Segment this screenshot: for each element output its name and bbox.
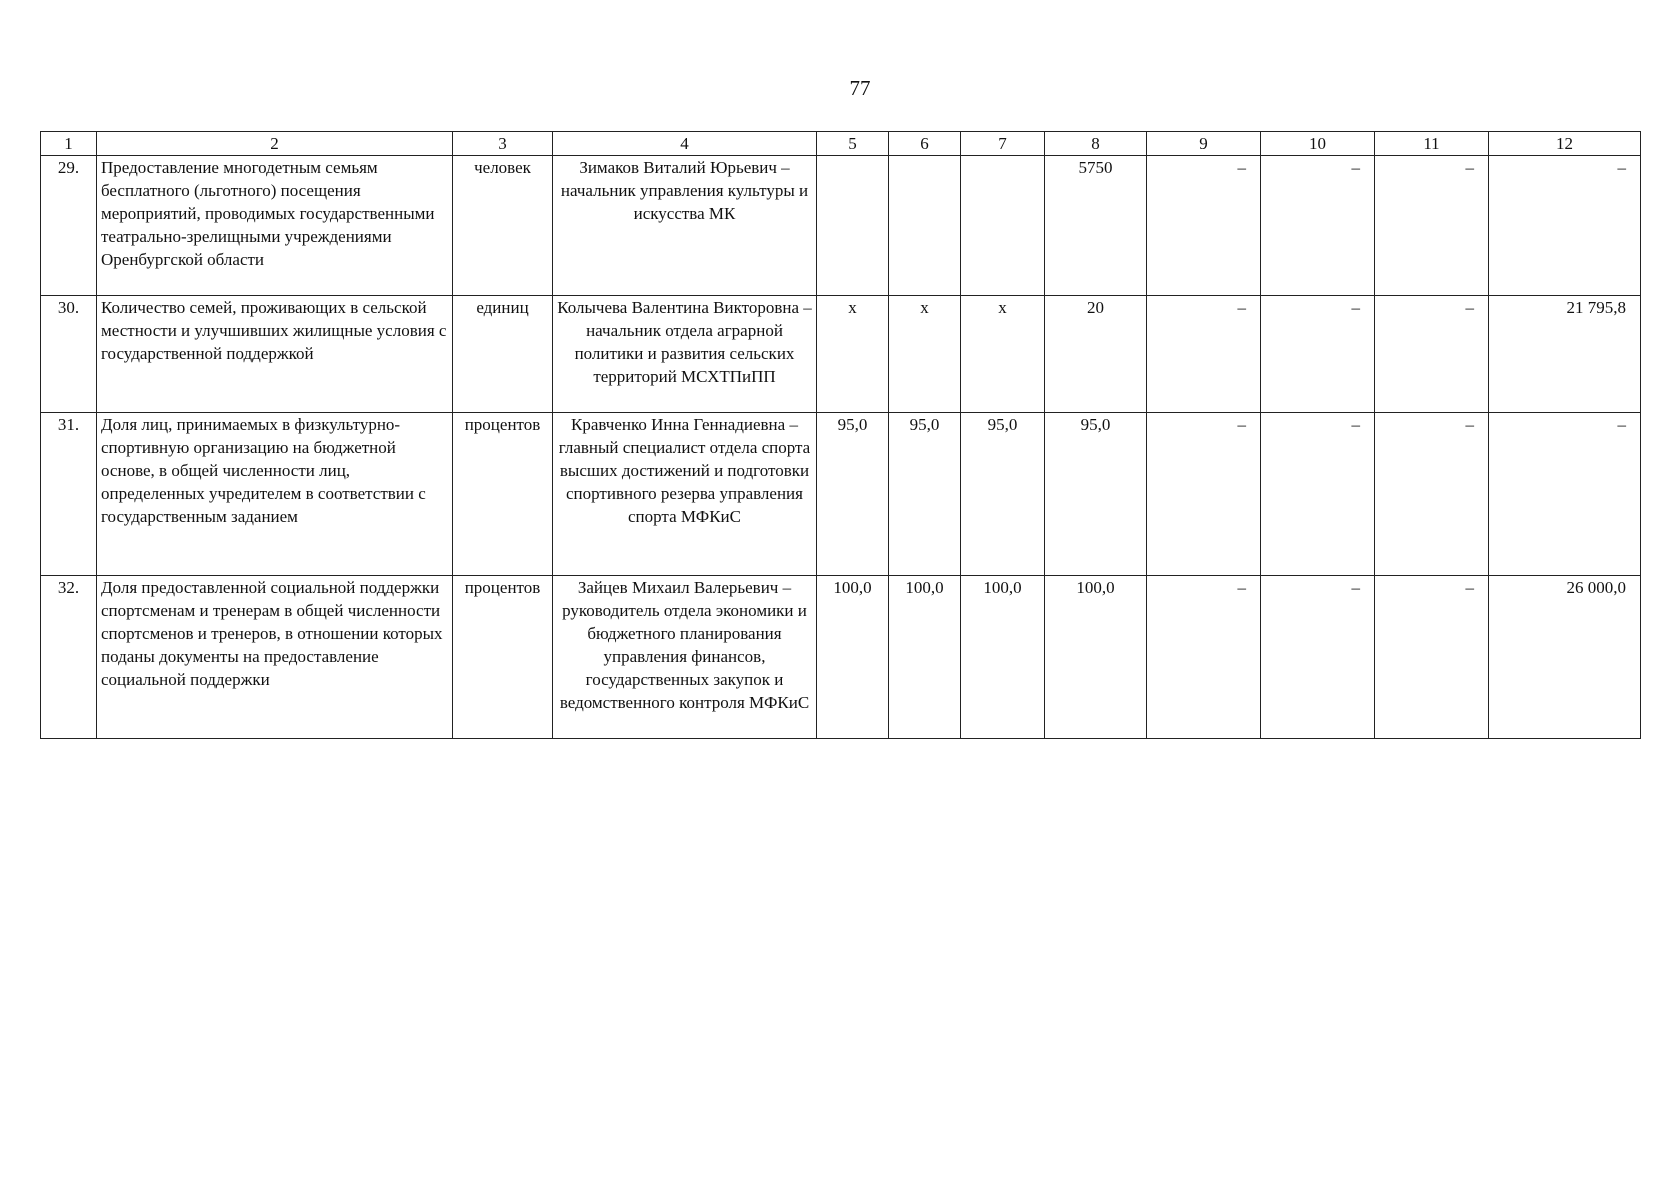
value-cell: x bbox=[889, 296, 961, 413]
column-header: 8 bbox=[1045, 132, 1147, 156]
responsible-cell: Кравченко Инна Геннадиевна – главный специалист отдела спорта высших достижений и подготовки спортивного резерва управления спорта МФКиС bbox=[553, 413, 817, 576]
value-cell: – bbox=[1261, 576, 1375, 739]
row-number: 32. bbox=[41, 576, 97, 739]
value-cell: – bbox=[1147, 296, 1261, 413]
value-cell: 100,0 bbox=[817, 576, 889, 739]
table-row bbox=[41, 413, 1641, 576]
column-header: 3 bbox=[453, 132, 553, 156]
value-cell: 95,0 bbox=[961, 413, 1045, 576]
value-cell: – bbox=[1375, 296, 1489, 413]
value-cell: – bbox=[1375, 576, 1489, 739]
responsible-cell: Зимаков Виталий Юрьевич – начальник управления культуры и искусства МК bbox=[553, 156, 817, 296]
table-row bbox=[41, 156, 1641, 296]
value-cell: 21 795,8 bbox=[1489, 296, 1641, 413]
table-row bbox=[41, 296, 1641, 413]
column-header: 10 bbox=[1261, 132, 1375, 156]
value-cell: – bbox=[1375, 156, 1489, 296]
responsible-cell: Колычева Валентина Викторовна – начальник отдела аграрной политики и развития сельских территорий МСХТПиПП bbox=[553, 296, 817, 413]
column-header: 2 bbox=[97, 132, 453, 156]
value-cell: – bbox=[1261, 413, 1375, 576]
page-number: 77 bbox=[849, 76, 871, 100]
unit-cell: человек bbox=[453, 156, 553, 296]
value-cell: x bbox=[961, 296, 1045, 413]
value-cell: – bbox=[1261, 156, 1375, 296]
value-cell: 100,0 bbox=[1045, 576, 1147, 739]
row-number: 30. bbox=[41, 296, 97, 413]
value-cell: 95,0 bbox=[889, 413, 961, 576]
row-number: 31. bbox=[41, 413, 97, 576]
column-header: 5 bbox=[817, 132, 889, 156]
value-cell: 20 bbox=[1045, 296, 1147, 413]
column-header: 7 bbox=[961, 132, 1045, 156]
responsible-cell: Зайцев Михаил Валерьевич – руководитель отдела экономики и бюджетного планирования управления финансов, государственных закупок и ведомственного контроля МФКиС bbox=[553, 576, 817, 739]
value-cell: 95,0 bbox=[1045, 413, 1147, 576]
indicator-description: Доля предоставленной социальной поддержки спортсменам и тренерам в общей численности спортсменов и тренеров, в отношении которых поданы документы на предоставление социальной поддержки bbox=[97, 576, 453, 739]
unit-cell: процентов bbox=[453, 413, 553, 576]
value-cell: – bbox=[1147, 413, 1261, 576]
unit-cell: единиц bbox=[453, 296, 553, 413]
unit-cell: процентов bbox=[453, 576, 553, 739]
value-cell: 100,0 bbox=[961, 576, 1045, 739]
value-cell: – bbox=[1375, 413, 1489, 576]
value-cell: – bbox=[1261, 296, 1375, 413]
column-header: 1 bbox=[41, 132, 97, 156]
value-cell bbox=[889, 156, 961, 296]
indicator-description: Количество семей, проживающих в сельской местности и улучшивших жилищные условия с государственной поддержкой bbox=[97, 296, 453, 413]
indicator-description: Доля лиц, принимаемых в физкультурно-спортивную организацию на бюджетной основе, в общей численности лиц, определенных учредителем в соответствии с государственным заданием bbox=[97, 413, 453, 576]
column-numbers-header bbox=[41, 132, 1641, 156]
row-number: 29. bbox=[41, 156, 97, 296]
value-cell bbox=[961, 156, 1045, 296]
value-cell: 95,0 bbox=[817, 413, 889, 576]
value-cell: 100,0 bbox=[889, 576, 961, 739]
value-cell: – bbox=[1147, 156, 1261, 296]
column-header: 11 bbox=[1375, 132, 1489, 156]
indicators-table bbox=[40, 131, 1641, 739]
column-header: 6 bbox=[889, 132, 961, 156]
value-cell: – bbox=[1147, 576, 1261, 739]
indicator-description: Предоставление многодетным семьям бесплатного (льготного) посещения мероприятий, проводимых государственными театрально-зрелищными учреждениями Оренбургской области bbox=[97, 156, 453, 296]
value-cell bbox=[817, 156, 889, 296]
value-cell: – bbox=[1489, 156, 1641, 296]
column-header: 12 bbox=[1489, 132, 1641, 156]
table-row bbox=[41, 576, 1641, 739]
value-cell: 26 000,0 bbox=[1489, 576, 1641, 739]
value-cell: 5750 bbox=[1045, 156, 1147, 296]
value-cell: x bbox=[817, 296, 889, 413]
value-cell: – bbox=[1489, 413, 1641, 576]
column-header: 9 bbox=[1147, 132, 1261, 156]
header-row bbox=[41, 132, 1641, 156]
column-header: 4 bbox=[553, 132, 817, 156]
